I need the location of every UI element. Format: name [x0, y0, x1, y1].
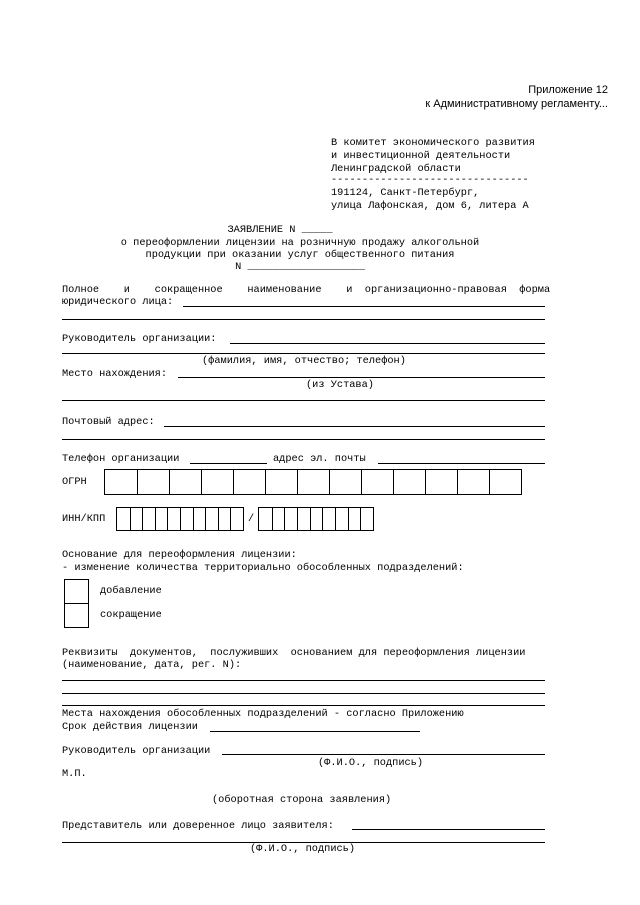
full-name-label: Полное и сокращенное наименование и организационно-правовая форма	[62, 284, 551, 296]
addressee-line-2: и инвестиционной деятельности	[331, 150, 511, 162]
inn-cell-divider	[142, 508, 143, 530]
inn-kpp-label: ИНН/КПП	[62, 513, 106, 525]
representative-hint: (Ф.И.О., подпись)	[250, 843, 356, 855]
requisites-field-3[interactable]	[62, 705, 545, 706]
full-name-label-2: юридического лица:	[62, 296, 174, 308]
reverse-side-note: (оборотная сторона заявления)	[212, 794, 392, 806]
representative-label: Представитель или доверенное лицо заявителя:	[62, 820, 334, 832]
application-number: N ___________________	[235, 261, 365, 273]
postal-label: Почтовый адрес:	[62, 416, 155, 428]
application-subtitle-2: продукции при оказании услуг общественного питания	[145, 249, 455, 261]
ogrn-cell-divider	[297, 470, 298, 494]
signature-hint: (Ф.И.О., подпись)	[318, 757, 424, 769]
option-reduce-label: сокращение	[100, 609, 162, 621]
kpp-cell-divider	[284, 508, 285, 530]
ogrn-cell-divider	[169, 470, 170, 494]
location-field[interactable]	[178, 377, 545, 378]
kpp-cell-divider	[348, 508, 349, 530]
ogrn-cell-divider	[265, 470, 266, 494]
kpp-cell-divider	[360, 508, 361, 530]
ogrn-cell-divider	[425, 470, 426, 494]
phone-label: Телефон организации	[62, 453, 180, 465]
ogrn-label: ОГРН	[62, 476, 87, 488]
inn-cell-divider	[180, 508, 181, 530]
requisites-label: Реквизиты документов, послуживших основанием для переоформления лицензии	[62, 647, 526, 659]
inn-cell-divider	[130, 508, 131, 530]
validity-field[interactable]	[210, 731, 420, 732]
appendix-number: Приложение 12	[528, 84, 608, 96]
signature-field[interactable]	[222, 754, 545, 755]
inn-cell-divider	[230, 508, 231, 530]
email-field[interactable]	[378, 463, 545, 464]
email-label: адрес эл. почты	[273, 453, 366, 465]
kpp-cell-divider	[310, 508, 311, 530]
location-field-2[interactable]	[62, 400, 545, 401]
addressee-line-3: Ленинградской области	[331, 163, 461, 175]
ogrn-cell-divider	[233, 470, 234, 494]
application-title: ЗАЯВЛЕНИЕ N _____	[227, 224, 333, 236]
location-hint: (из Устава)	[306, 379, 374, 391]
inn-kpp-separator: /	[248, 513, 255, 525]
kpp-input[interactable]	[258, 507, 374, 531]
kpp-cell-divider	[297, 508, 298, 530]
inn-cell-divider	[193, 508, 194, 530]
postal-field[interactable]	[164, 426, 545, 427]
signature-head-label: Руководитель организации	[62, 745, 211, 757]
addressee-line-4: 191124, Санкт-Петербург,	[331, 187, 480, 199]
inn-cell-divider	[167, 508, 168, 530]
head-hint: (фамилия, имя, отчество; телефон)	[202, 355, 406, 367]
inn-input[interactable]	[116, 507, 244, 531]
ogrn-cell-divider	[137, 470, 138, 494]
stamp-label: М.П.	[62, 768, 87, 780]
ogrn-cell-divider	[489, 470, 490, 494]
ogrn-cell-divider	[329, 470, 330, 494]
kpp-cell-divider	[335, 508, 336, 530]
basis-subtitle: - изменение количества территориально обособленных подразделений:	[62, 562, 464, 574]
inn-cell-divider	[155, 508, 156, 530]
kpp-cell-divider	[272, 508, 273, 530]
ogrn-cell-divider	[457, 470, 458, 494]
application-subtitle-1: о переоформлении лицензии на розничную продажу алкогольной	[120, 237, 480, 249]
ogrn-cell-divider	[393, 470, 394, 494]
head-field[interactable]	[230, 343, 545, 344]
full-name-field-2[interactable]	[62, 319, 545, 320]
addressee-line-5: улица Лафонская, дом 6, литера А	[331, 200, 529, 212]
requisites-field-2[interactable]	[62, 693, 545, 694]
requisites-label-2: (наименование, дата, рег. N):	[62, 659, 242, 671]
phone-field[interactable]	[190, 463, 267, 464]
requisites-field-1[interactable]	[62, 680, 545, 681]
option-reduce-checkbox[interactable]	[64, 603, 89, 628]
full-name-field[interactable]	[183, 306, 545, 307]
representative-field[interactable]	[352, 829, 545, 830]
appendix-reference: к Административному регламенту...	[425, 98, 608, 110]
places-text: Места нахождения обособленных подразделений - согласно Приложению	[62, 708, 464, 720]
head-field-2[interactable]	[62, 353, 545, 354]
kpp-cell-divider	[322, 508, 323, 530]
option-add-label: добавление	[100, 585, 162, 597]
addressee-line-1: В комитет экономического развития	[331, 137, 535, 149]
addressee-separator: --------------------------------	[331, 174, 529, 186]
option-add-checkbox[interactable]	[64, 579, 89, 604]
inn-cell-divider	[205, 508, 206, 530]
ogrn-input[interactable]	[104, 469, 522, 495]
ogrn-cell-divider	[201, 470, 202, 494]
postal-field-2[interactable]	[62, 439, 545, 440]
head-label: Руководитель организации:	[62, 333, 217, 345]
inn-cell-divider	[218, 508, 219, 530]
basis-title: Основание для переоформления лицензии:	[62, 549, 297, 561]
location-label: Место нахождения:	[62, 368, 168, 380]
ogrn-cell-divider	[361, 470, 362, 494]
validity-label: Срок действия лицензии	[62, 721, 198, 733]
